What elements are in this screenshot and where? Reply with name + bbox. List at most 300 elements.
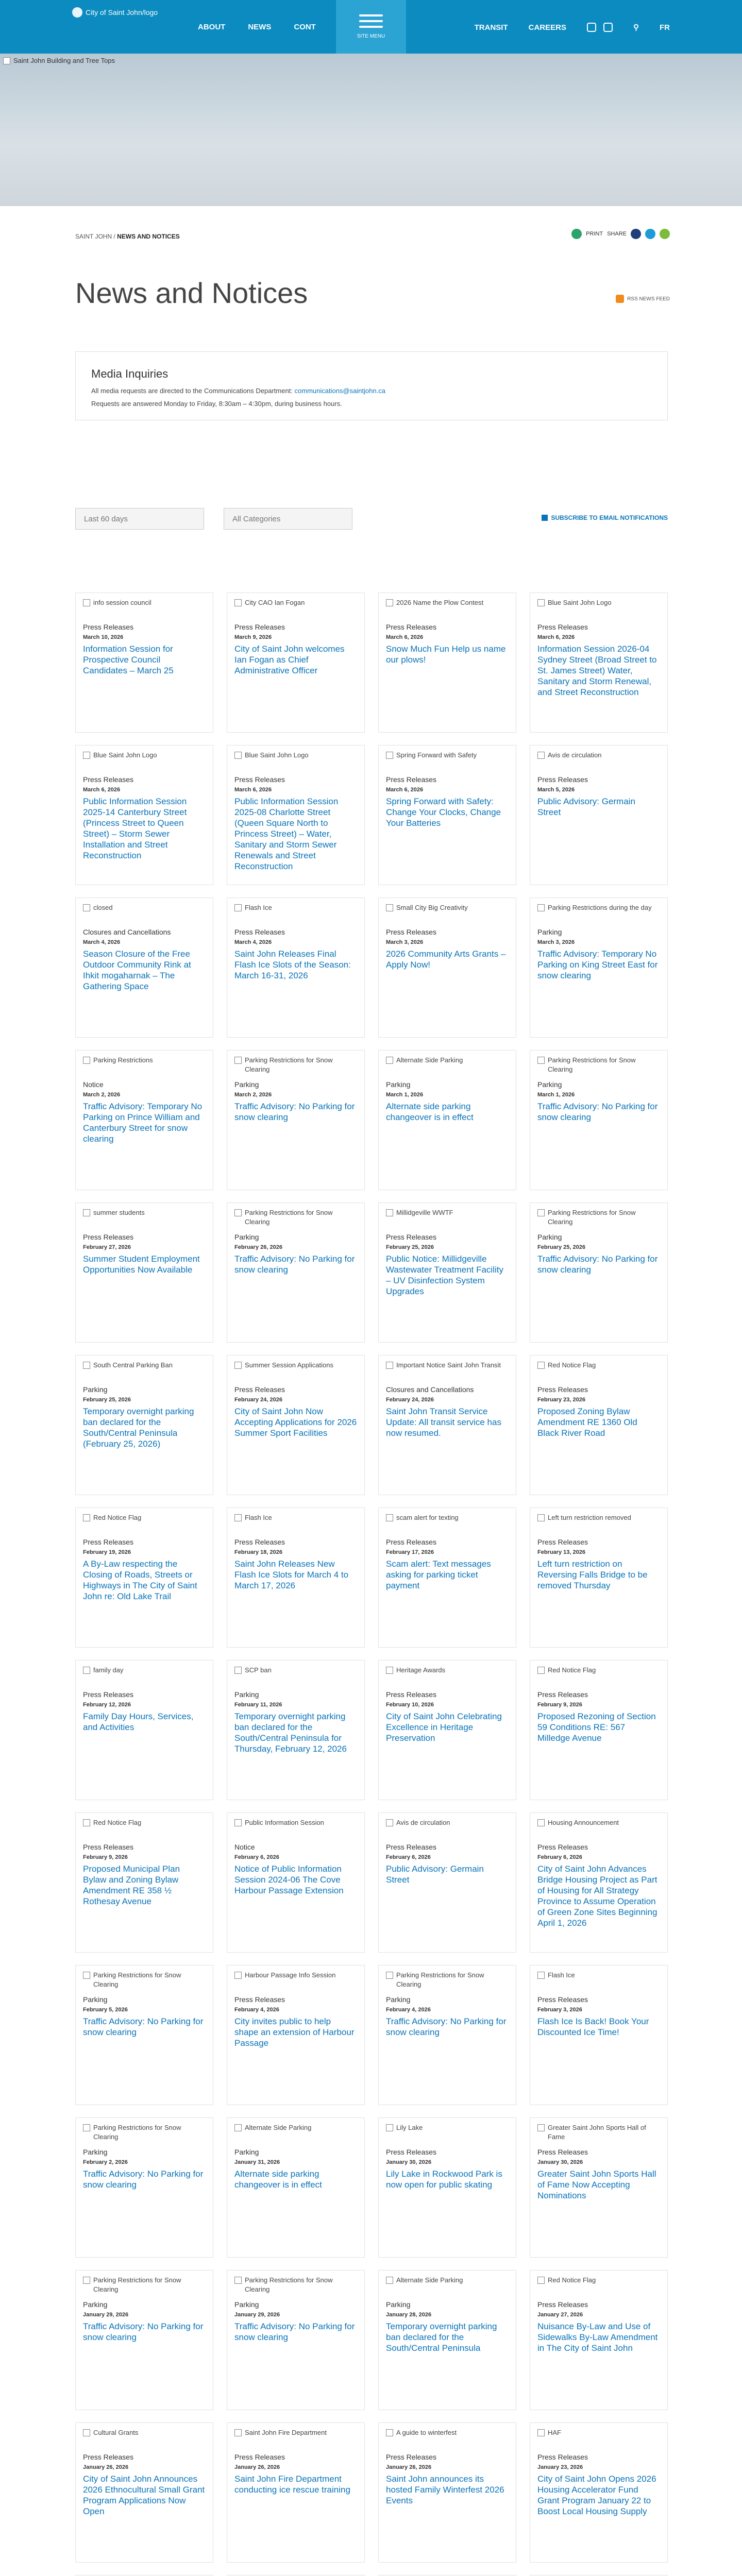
card-date: February 6, 2026 <box>234 1854 279 1860</box>
card-title-link[interactable]: Saint John announces its hosted Family Winterfest 2026 Events <box>386 2473 504 2505</box>
card-date: February 13, 2026 <box>537 1549 585 1555</box>
card-image-alt: A guide to winterfest <box>396 2429 457 2436</box>
broken-image-icon <box>234 1819 242 1826</box>
card-image <box>83 1208 206 1229</box>
card-image <box>386 2123 509 2144</box>
broken-image-icon <box>234 1514 242 1521</box>
card-title-link[interactable]: Scam alert: Text messages asking for parking ticket payment <box>386 1558 491 1590</box>
card-image <box>386 1666 509 1686</box>
card-category: Parking <box>386 2300 411 2309</box>
broken-image-icon <box>386 904 393 911</box>
card-image <box>83 1513 206 1534</box>
nav-careers[interactable]: CAREERS <box>528 23 566 32</box>
breadcrumb-current: NEWS AND NOTICES <box>117 233 180 240</box>
card-image-alt: Left turn restriction removed <box>548 1514 631 1521</box>
news-card[interactable] <box>378 1965 516 2105</box>
logo-icon <box>72 7 82 18</box>
news-card[interactable] <box>227 2422 365 2563</box>
card-title-link[interactable]: City of Saint John Announces 2026 Ethnocultural Small Grant Program Applications Now Open <box>83 2473 205 2516</box>
broken-image-icon <box>537 1514 545 1521</box>
card-date: January 26, 2026 <box>386 2464 432 2470</box>
broken-image-icon <box>83 1514 90 1521</box>
news-card[interactable] <box>530 2422 668 2563</box>
news-card[interactable] <box>227 592 365 733</box>
news-card[interactable] <box>227 745 365 885</box>
site-menu-label: SITE MENU <box>357 33 385 39</box>
card-image-alt: Housing Announcement <box>548 1819 619 1826</box>
card-image-alt: Parking Restrictions for Snow Clearing <box>93 1971 181 1989</box>
card-title-link[interactable]: Alternate side parking changeover is in effect <box>386 1101 474 1122</box>
broken-image-icon <box>83 2429 90 2436</box>
card-category: Press Releases <box>386 1233 437 1241</box>
broken-image-icon <box>83 599 90 606</box>
instagram-icon[interactable] <box>587 23 596 32</box>
nav-about[interactable]: ABOUT <box>198 23 226 31</box>
card-image-alt: Parking Restrictions for Snow Clearing <box>548 1056 636 1074</box>
card-image-alt: Greater Saint John Sports Hall of Fame <box>548 2124 646 2141</box>
date-filter-select[interactable]: Last 60 days <box>75 508 204 530</box>
social-links <box>587 23 613 32</box>
card-category: Notice <box>83 1080 104 1089</box>
card-category: Press Releases <box>537 775 588 784</box>
card-title-link[interactable]: Traffic Advisory: No Parking for snow clearing <box>537 1253 658 1275</box>
news-card[interactable] <box>227 1050 365 1190</box>
card-image <box>83 903 206 924</box>
news-card[interactable] <box>530 1202 668 1343</box>
card-date: March 6, 2026 <box>234 786 272 793</box>
card-date: February 26, 2026 <box>234 1244 282 1250</box>
site-logo[interactable] <box>72 7 158 18</box>
card-image <box>234 1361 357 1381</box>
card-title-link[interactable]: Public Advisory: Germain Street <box>537 796 635 817</box>
card-title-link[interactable]: Traffic Advisory: No Parking for snow clearing <box>234 2321 355 2342</box>
page-title: News and Notices <box>75 277 308 309</box>
news-card[interactable] <box>530 1660 668 1800</box>
card-title-link[interactable]: City of Saint John Opens 2026 Housing Accelerator Fund Grant Program January 22 to Boost Local Housing Supply <box>537 2473 656 2516</box>
news-card[interactable] <box>227 1965 365 2105</box>
card-date: February 6, 2026 <box>386 1854 431 1860</box>
broken-image-icon <box>386 599 393 606</box>
card-image-alt: Millidgeville WWTF <box>396 1209 453 1216</box>
card-image-alt: Parking Restrictions for Snow Clearing <box>245 1209 333 1226</box>
news-card[interactable] <box>227 2270 365 2410</box>
card-title-link[interactable]: City of Saint John Celebrating Excellence in Heritage Preservation <box>386 1711 502 1743</box>
news-card[interactable] <box>378 2117 516 2258</box>
card-title-link[interactable]: Saint John Fire Department conducting ice rescue training <box>234 2473 350 2495</box>
card-title-link[interactable]: Traffic Advisory: No Parking for snow clearing <box>83 2016 204 2037</box>
email-icon <box>542 515 548 521</box>
card-date: March 9, 2026 <box>234 634 272 640</box>
search-icon[interactable]: ⚲ <box>633 23 639 32</box>
email-share-icon[interactable] <box>660 229 670 239</box>
card-title-link[interactable]: Nuisance By-Law and Use of Sidewalks By-Law Amendment in The City of Saint John <box>537 2321 658 2353</box>
broken-image-icon <box>83 1209 90 1216</box>
news-card[interactable] <box>75 1965 213 2105</box>
site-menu-button[interactable] <box>336 0 406 54</box>
news-filters <box>75 508 668 530</box>
card-date: March 1, 2026 <box>537 1091 575 1098</box>
card-image-alt: Saint John Fire Department <box>245 2429 327 2436</box>
card-date: January 23, 2026 <box>537 2464 583 2470</box>
card-image <box>234 1971 357 1991</box>
card-image <box>234 1056 357 1076</box>
site-header <box>0 0 742 54</box>
news-card[interactable] <box>75 2422 213 2563</box>
news-card[interactable] <box>227 1507 365 1648</box>
card-date: January 29, 2026 <box>234 2311 280 2318</box>
news-card[interactable] <box>378 1202 516 1343</box>
card-category: Press Releases <box>83 1843 134 1851</box>
print-label[interactable]: PRINT <box>586 231 603 237</box>
card-title-link[interactable]: Spring Forward with Safety: Change Your Clocks, Change Your Batteries <box>386 796 501 828</box>
card-image-alt: Flash Ice <box>245 904 272 911</box>
broken-image-icon <box>537 2277 545 2284</box>
card-image <box>83 1818 206 1839</box>
card-date: January 26, 2026 <box>83 2464 129 2470</box>
card-date: March 6, 2026 <box>537 634 575 640</box>
card-image <box>537 751 660 771</box>
news-card[interactable] <box>227 1660 365 1800</box>
news-card[interactable] <box>227 1812 365 1953</box>
card-title-link[interactable]: Proposed Municipal Plan Bylaw and Zoning Bylaw Amendment RE 358 ½ Rothesay Avenue <box>83 1863 180 1906</box>
media-inquiries-box <box>75 351 668 420</box>
card-image <box>386 751 509 771</box>
card-image <box>537 2276 660 2296</box>
card-category: Press Releases <box>83 1538 134 1546</box>
news-card[interactable] <box>378 1050 516 1190</box>
card-image <box>83 2276 206 2296</box>
card-date: January 28, 2026 <box>386 2311 432 2318</box>
card-category: Press Releases <box>83 775 134 784</box>
news-card[interactable] <box>378 897 516 1038</box>
card-title-link[interactable]: Public Information Session 2025-08 Charlotte Street (Queen Square North to Princess Street) – Water, Sanitary and Storm Sewer Renewals and Street Reconstruction <box>234 796 339 871</box>
card-title-link[interactable]: City of Saint John welcomes Ian Fogan as Chief Administrative Officer <box>234 643 345 675</box>
card-date: February 10, 2026 <box>386 1701 434 1708</box>
news-card[interactable] <box>530 745 668 885</box>
card-category: Press Releases <box>234 2453 285 2461</box>
news-card[interactable] <box>530 1050 668 1190</box>
broken-image-icon <box>537 1057 545 1064</box>
secondary-nav <box>475 23 670 32</box>
card-date: January 30, 2026 <box>386 2159 432 2165</box>
card-image <box>537 1666 660 1686</box>
broken-image-icon <box>386 1819 393 1826</box>
language-toggle[interactable]: FR <box>660 23 670 32</box>
news-card[interactable] <box>227 1202 365 1343</box>
card-image-alt: Flash Ice <box>245 1514 272 1521</box>
card-category: Press Releases <box>537 2148 588 2156</box>
news-card[interactable] <box>75 2117 213 2258</box>
card-image-alt: City CAO Ian Fogan <box>245 599 305 606</box>
category-filter-select[interactable]: All Categories <box>224 508 352 530</box>
card-title-link[interactable]: Traffic Advisory: Temporary No Parking on Prince William and Canterbury Street for snow clearing <box>83 1101 203 1144</box>
news-card[interactable] <box>530 1812 668 1953</box>
card-title-link[interactable]: Temporary overnight parking ban declared for the South/Central Peninsula <box>386 2321 497 2353</box>
card-category: Parking <box>83 2300 108 2309</box>
card-title-link[interactable]: City invites public to help shape an extension of Harbour Passage <box>234 2016 355 2048</box>
card-title-link[interactable]: Proposed Zoning Bylaw Amendment RE 1360 Old Black River Road <box>537 1406 637 1438</box>
card-title-link[interactable]: Greater Saint John Sports Hall of Fame Now Accepting Nominations <box>537 2168 656 2200</box>
card-image <box>83 751 206 771</box>
news-card[interactable] <box>75 1355 213 1495</box>
card-image-alt: Public Information Session <box>245 1819 324 1826</box>
card-category: Press Releases <box>386 2148 437 2156</box>
broken-image-icon <box>83 1667 90 1674</box>
card-title-link[interactable]: Traffic Advisory: No Parking for snow clearing <box>83 2321 204 2342</box>
facebook-share-icon[interactable] <box>631 229 641 239</box>
news-card[interactable] <box>75 1507 213 1648</box>
broken-image-icon <box>386 1057 393 1064</box>
card-date: February 19, 2026 <box>83 1549 131 1555</box>
card-image-alt: Parking Restrictions for Snow Clearing <box>245 2276 333 2294</box>
card-date: February 11, 2026 <box>234 1701 282 1708</box>
card-title-link[interactable]: Traffic Advisory: Temporary No Parking on King Street East for snow clearing <box>537 948 658 980</box>
card-title-link[interactable]: Proposed Rezoning of Section 59 Conditions RE: 567 Milledge Avenue <box>537 1711 656 1743</box>
card-image-alt: Red Notice Flag <box>93 1819 142 1826</box>
card-title-link[interactable]: Saint John Transit Service Update: All transit service has now resumed. <box>386 1406 501 1438</box>
card-date: February 25, 2026 <box>537 1244 585 1250</box>
news-card[interactable] <box>530 1507 668 1648</box>
news-card[interactable] <box>75 1660 213 1800</box>
news-card[interactable] <box>75 745 213 885</box>
card-title-link[interactable]: Notice of Public Information Session 2024-06 The Cove Harbour Passage Extension <box>234 1863 344 1895</box>
card-title-link[interactable]: Family Day Hours, Services, and Activities <box>83 1711 194 1732</box>
news-card[interactable] <box>75 1812 213 1953</box>
news-card[interactable] <box>530 1355 668 1495</box>
card-category: Closures and Cancellations <box>83 928 171 936</box>
broken-image-icon <box>537 752 545 759</box>
card-category: Press Releases <box>386 775 437 784</box>
card-image-alt: closed <box>93 904 113 911</box>
card-image <box>537 1208 660 1229</box>
card-title-link[interactable]: 2026 Community Arts Grants – Apply Now! <box>386 948 506 970</box>
card-date: January 30, 2026 <box>537 2159 583 2165</box>
card-title-link[interactable]: Traffic Advisory: No Parking for snow clearing <box>537 1101 658 1122</box>
broken-image-icon <box>386 2277 393 2284</box>
news-card[interactable] <box>378 1355 516 1495</box>
card-image-alt: South Central Parking Ban <box>93 1361 173 1369</box>
hero-alt-label: Saint John Building and Tree Tops <box>13 57 115 64</box>
card-image <box>234 2428 357 2449</box>
card-category: Press Releases <box>386 1690 437 1699</box>
broken-image-icon <box>537 1972 545 1979</box>
card-image-alt: Alternate Side Parking <box>245 2124 312 2131</box>
news-card[interactable] <box>75 2270 213 2410</box>
card-title-link[interactable]: Public Advisory: Germain Street <box>386 1863 484 1885</box>
card-category: Parking <box>537 928 562 936</box>
news-card[interactable] <box>530 592 668 733</box>
card-image-alt: Summer Session Applications <box>245 1361 333 1369</box>
card-date: March 1, 2026 <box>386 1091 424 1098</box>
card-image-alt: summer students <box>93 1209 145 1216</box>
card-date: February 9, 2026 <box>537 1701 582 1708</box>
card-date: March 3, 2026 <box>386 939 424 945</box>
card-title-link[interactable]: Public Notice: Millidgeville Wastewater Treatment Facility – UV Disinfection System Upgrades <box>386 1253 503 1296</box>
broken-image-icon <box>386 1667 393 1674</box>
card-date: February 2, 2026 <box>83 2159 128 2165</box>
news-card[interactable] <box>227 2117 365 2258</box>
nav-contact[interactable]: CONT <box>294 23 316 31</box>
card-image <box>537 2123 660 2144</box>
media-line-2: Requests are answered Monday to Friday, 8:30am – 4:30pm, during business hours. <box>91 400 342 408</box>
card-image <box>234 751 357 771</box>
news-card[interactable] <box>227 1355 365 1495</box>
card-image-alt: Spring Forward with Safety <box>396 751 477 759</box>
news-card[interactable] <box>530 897 668 1038</box>
broken-image-icon <box>234 2277 242 2284</box>
facebook-icon[interactable] <box>603 23 613 32</box>
broken-image-icon <box>234 1209 242 1216</box>
news-card[interactable] <box>378 1812 516 1953</box>
card-category: Press Releases <box>83 1233 134 1241</box>
broken-image-icon <box>83 1972 90 1979</box>
rss-link[interactable] <box>616 295 670 303</box>
news-card[interactable] <box>75 592 213 733</box>
card-category: Press Releases <box>234 775 285 784</box>
card-image-alt: Parking Restrictions for Snow Clearing <box>396 1971 484 1989</box>
card-category: Press Releases <box>234 1995 285 2004</box>
rss-label: RSS NEWS FEED <box>627 296 670 302</box>
broken-image-icon <box>537 1362 545 1369</box>
broken-image-icon <box>234 904 242 911</box>
news-grid <box>75 592 668 2576</box>
card-date: February 18, 2026 <box>234 1549 282 1555</box>
media-heading: Media Inquiries <box>91 367 168 380</box>
card-image <box>83 1056 206 1076</box>
card-image-alt: Blue Saint John Logo <box>548 599 612 606</box>
card-title-link[interactable]: Information Session for Prospective Council Candidates – March 25 <box>83 643 174 675</box>
card-date: February 6, 2026 <box>537 1854 582 1860</box>
card-category: Parking <box>83 1385 108 1394</box>
news-card[interactable] <box>378 1660 516 1800</box>
card-image-alt: Lily Lake <box>396 2124 423 2131</box>
news-card[interactable] <box>75 897 213 1038</box>
card-title-link[interactable]: City of Saint John Now Accepting Applications for 2026 Summer Sport Facilities <box>234 1406 357 1438</box>
subscribe-email-link[interactable] <box>542 514 668 521</box>
broken-image-icon <box>537 599 545 606</box>
broken-image-icon <box>83 752 90 759</box>
news-card[interactable] <box>530 2117 668 2258</box>
card-image <box>386 1818 509 1839</box>
card-date: March 6, 2026 <box>83 786 121 793</box>
news-card[interactable] <box>378 1507 516 1648</box>
hero-alt-text <box>3 57 115 64</box>
news-card[interactable] <box>378 2270 516 2410</box>
news-card[interactable] <box>530 1965 668 2105</box>
news-card[interactable] <box>75 1202 213 1343</box>
broken-image-icon <box>83 1057 90 1064</box>
card-image <box>386 2428 509 2449</box>
card-category: Press Releases <box>386 1538 437 1546</box>
card-title-link[interactable]: Information Session 2026-04 Sydney Street (Broad Street to St. James Street) Water, Sanitary and Storm Renewal, and Street Reconstruction <box>537 643 657 697</box>
card-title-link[interactable]: Lily Lake in Rockwood Park is now open for public skating <box>386 2168 502 2190</box>
news-card[interactable] <box>378 592 516 733</box>
broken-image-icon <box>386 1514 393 1521</box>
card-date: February 9, 2026 <box>83 1854 128 1860</box>
media-email-link[interactable]: communications@saintjohn.ca <box>294 387 386 395</box>
card-date: January 26, 2026 <box>234 2464 280 2470</box>
card-title-link[interactable]: Snow Much Fun Help us name our plows! <box>386 643 506 665</box>
card-title-link[interactable]: Left turn restriction on Reversing Falls Bridge to be removed Thursday <box>537 1558 648 1590</box>
card-title-link[interactable]: Traffic Advisory: No Parking for snow clearing <box>234 1253 355 1275</box>
card-date: February 5, 2026 <box>83 2006 128 2013</box>
card-date: February 4, 2026 <box>234 2006 279 2013</box>
nav-transit[interactable]: TRANSIT <box>474 23 508 32</box>
card-date: February 23, 2026 <box>537 1396 585 1403</box>
card-category: Press Releases <box>386 1843 437 1851</box>
twitter-share-icon[interactable] <box>645 229 655 239</box>
broken-image-icon <box>386 2124 393 2131</box>
card-category: Press Releases <box>234 1385 285 1394</box>
broken-image-icon <box>234 599 242 606</box>
print-icon[interactable] <box>571 229 582 239</box>
share-label: SHARE <box>607 231 627 237</box>
card-image <box>537 1361 660 1381</box>
broken-image-icon <box>386 2429 393 2436</box>
broken-image-icon <box>386 1209 393 1216</box>
news-card[interactable] <box>227 897 365 1038</box>
card-title-link[interactable]: Temporary overnight parking ban declared for the South/Central Peninsula for Thursday, February 12, 2026 <box>234 1711 347 1754</box>
card-title-link[interactable]: Traffic Advisory: No Parking for snow clearing <box>386 2016 507 2037</box>
broken-image-icon <box>537 2429 545 2436</box>
card-date: March 6, 2026 <box>386 786 424 793</box>
card-title-link[interactable]: Saint John Releases New Flash Ice Slots for March 4 to March 17, 2026 <box>234 1558 349 1590</box>
broken-image-icon <box>83 1362 90 1369</box>
card-category: Press Releases <box>537 1843 588 1851</box>
logo-alt-text: City of Saint John/logo <box>86 8 158 16</box>
card-title-link[interactable]: A By-Law respecting the Closing of Roads, Streets or Highways in The City of Saint John re: Old Lake Trail <box>83 1558 197 1601</box>
card-image <box>537 1971 660 1991</box>
card-image <box>537 2428 660 2449</box>
news-card[interactable] <box>378 2422 516 2563</box>
card-image <box>537 1513 660 1534</box>
card-title-link[interactable]: Season Closure of the Free Outdoor Community Rink at Ihkit mogaharnak – The Gathering Space <box>83 948 191 991</box>
card-title-link[interactable]: Traffic Advisory: No Parking for snow clearing <box>234 1101 355 1122</box>
card-image <box>234 2123 357 2144</box>
card-title-link[interactable]: Traffic Advisory: No Parking for snow clearing <box>83 2168 204 2190</box>
card-category: Press Releases <box>537 1385 588 1394</box>
card-title-link[interactable]: City of Saint John Advances Bridge Housing Project as Part of Housing for All Strategy Province to Assume Operation of Green Zone Sites Beginning April 1, 2026 <box>537 1863 657 1928</box>
card-image-alt: scam alert for texting <box>396 1514 459 1521</box>
card-date: March 4, 2026 <box>234 939 272 945</box>
card-date: February 3, 2026 <box>537 2006 582 2013</box>
broken-image-icon <box>537 904 545 911</box>
nav-news[interactable]: NEWS <box>248 23 272 31</box>
card-image-alt: Parking Restrictions for Snow Clearing <box>548 1209 636 1226</box>
broken-image-icon <box>537 1819 545 1826</box>
broken-image-icon <box>234 2124 242 2131</box>
broken-image-icon <box>83 2124 90 2131</box>
card-date: February 25, 2026 <box>83 1396 131 1403</box>
card-title-link[interactable]: Temporary overnight parking ban declared for the South/Central Peninsula (February 25, 2026) <box>83 1406 194 1449</box>
card-title-link[interactable]: Public Information Session 2025-14 Canterbury Street (Princess Street to Queen Street) – Storm Sewer Installation and Street Reconstruction <box>83 796 187 860</box>
news-card[interactable] <box>378 745 516 885</box>
news-card[interactable] <box>530 2270 668 2410</box>
card-title-link[interactable]: Flash Ice Is Back! Book Your Discounted Ice Time! <box>537 2016 649 2037</box>
card-image <box>537 598 660 619</box>
card-title-link[interactable]: Summer Student Employment Opportunities Now Available <box>83 1253 200 1275</box>
card-title-link[interactable]: Alternate side parking changeover is in effect <box>234 2168 322 2190</box>
news-card[interactable] <box>75 1050 213 1190</box>
card-date: February 12, 2026 <box>83 1701 131 1708</box>
card-image-alt: Red Notice Flag <box>548 1666 596 1674</box>
menu-icon <box>359 14 383 16</box>
card-category: Press Releases <box>83 1690 134 1699</box>
card-image-alt: info session council <box>93 599 151 606</box>
breadcrumb-home[interactable]: SAINT JOHN <box>75 233 112 240</box>
card-image-alt: Red Notice Flag <box>548 1361 596 1369</box>
card-title-link[interactable]: Saint John Releases Final Flash Ice Slots of the Season: March 16-31, 2026 <box>234 948 351 980</box>
